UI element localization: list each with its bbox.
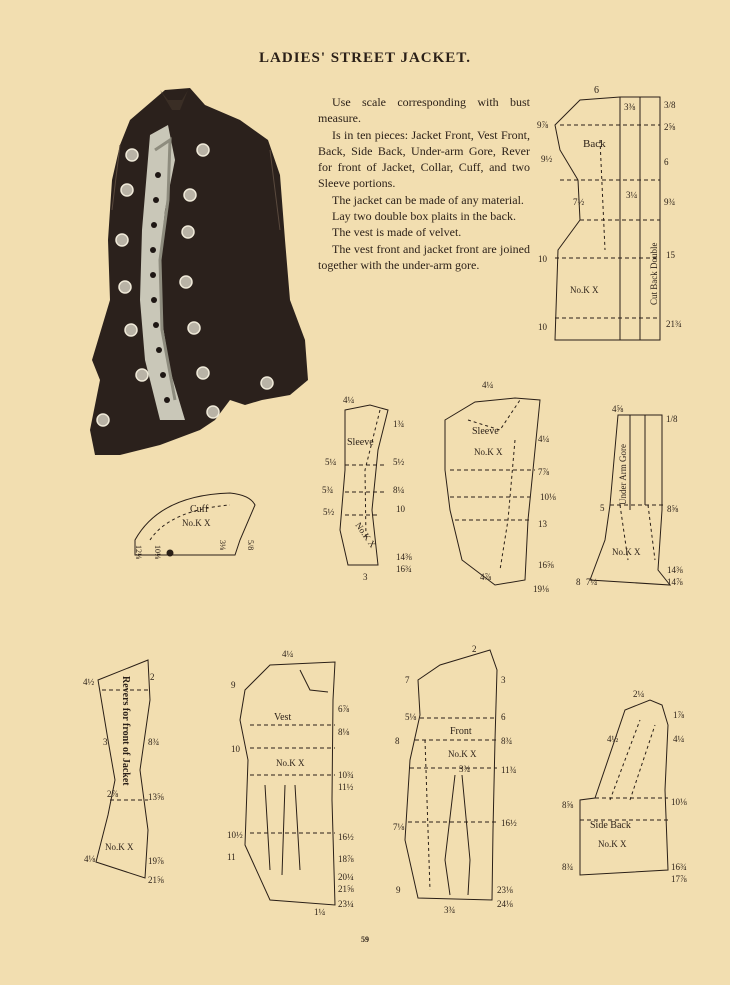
measure: 5½ [393, 457, 405, 467]
measure: 8 [576, 577, 581, 587]
measure: 15 [666, 250, 675, 260]
measure: 21¾ [666, 319, 682, 329]
sleeve-under-pattern: No.K X [474, 447, 503, 457]
measure: 8¾ [148, 737, 160, 747]
measure: 4⅛ [84, 854, 96, 864]
side-back-label: Side Back [590, 820, 631, 831]
side-back-pattern: No.K X [598, 839, 627, 849]
measure: 8¾ [501, 736, 513, 746]
measure: 10 [231, 744, 240, 754]
measure: 17⅞ [671, 874, 687, 884]
sleeve-under-label: Sleeve [472, 426, 499, 437]
page-number: 59 [361, 935, 369, 944]
vest-label: Vest [274, 712, 292, 723]
measure: 12⅛ [134, 545, 143, 559]
measure: 5⅛ [405, 712, 417, 722]
measure: 3⅜ [624, 102, 636, 112]
measure: 5¾ [322, 485, 334, 495]
measure: 4⅝ [612, 404, 624, 414]
measure: 8⅛ [338, 727, 350, 737]
measure: 24⅛ [497, 899, 513, 909]
measure: 8 [395, 736, 400, 746]
measure: 13⅝ [148, 792, 164, 802]
instruction-line: The jacket can be made of any material. [332, 192, 524, 207]
page-title: LADIES' STREET JACKET. [259, 50, 471, 66]
measure: 6 [501, 712, 506, 722]
underarm-gore-pattern: No.K X [612, 547, 641, 557]
measure: 21⅝ [148, 875, 164, 885]
measure: 11½ [338, 782, 354, 792]
measure: 10 [538, 322, 547, 332]
measure: 19⅛ [533, 584, 549, 594]
vest-pattern: No.K X [276, 758, 305, 768]
measure: 9 [231, 680, 236, 690]
front-pattern: No.K X [448, 749, 477, 759]
rever-pattern: No.K X [105, 842, 134, 852]
measure: 14⅜ [667, 565, 683, 575]
measure: 10⅛ [153, 545, 162, 559]
measure: 6 [594, 85, 599, 96]
measure: 5/8 [246, 540, 255, 551]
measure: 14⅜ [396, 552, 412, 562]
measure: 10¾ [338, 770, 354, 780]
measure: 16¾ [396, 564, 412, 574]
measure: 16⅝ [538, 560, 554, 570]
measure: 6⅞ [338, 704, 350, 714]
measure: 4¼ [343, 395, 355, 405]
measure: 13 [538, 519, 547, 529]
measure: 8¼ [393, 485, 405, 495]
instruction-line: Is in ten pieces: Jacket Front, Vest Front, Back, Side Back, Under-arm Gore, Rever for front of Jacket, Collar, Cuff, and two Sleeve portions. [318, 127, 530, 191]
measure: 3¾ [459, 764, 471, 774]
measure: 4¼ [482, 380, 494, 390]
measure: 3⅛ [218, 540, 227, 550]
back-piece [555, 97, 660, 340]
measure: 23¼ [338, 899, 354, 909]
measure: 9⅞ [537, 120, 549, 130]
measure: 1¾ [393, 419, 405, 429]
measure: 6 [664, 157, 669, 167]
measure: 4¼ [282, 649, 294, 659]
measure: 10½ [227, 830, 243, 840]
measure: 1/8 [666, 414, 678, 424]
measure: 16½ [501, 818, 517, 828]
measure: 4½ [607, 734, 619, 744]
measure: 3 [501, 675, 506, 685]
instruction-line: The vest is made of velvet. [332, 225, 462, 240]
sleeve-upper-pattern: No.K X [353, 520, 378, 550]
jacket-illustration [90, 88, 308, 455]
measure: 3¼ [626, 190, 638, 200]
measure: 4½ [83, 677, 95, 687]
front-piece [405, 650, 497, 900]
cuff-pattern: No.K X [182, 518, 211, 528]
measure: 1⅞ [673, 710, 685, 720]
measure: 3¾ [444, 905, 456, 915]
vest-piece [240, 662, 335, 905]
measure: 4¼ [673, 734, 685, 744]
measure: 16½ [338, 832, 354, 842]
measure: 5 [600, 503, 605, 513]
measure: 2 [150, 672, 155, 682]
measure: 5½ [323, 507, 335, 517]
instruction-line: Use scale corresponding with bust measure. [318, 95, 530, 126]
measure: 20¼ [338, 872, 354, 882]
measure: 14⅞ [667, 577, 683, 587]
measure: 7 [405, 675, 410, 685]
rever-label: Revers for front of Jacket [120, 676, 131, 786]
measure: 7¼ [586, 577, 598, 587]
measure: 1¼ [314, 907, 326, 917]
measure: 7⅞ [538, 467, 550, 477]
measure: 10 [538, 254, 547, 264]
measure: 8¾ [562, 862, 574, 872]
underarm-gore-piece [590, 415, 670, 585]
measure: 5¼ [325, 457, 337, 467]
measure: 8⅝ [562, 800, 574, 810]
measure: 10 [396, 504, 405, 514]
measure: 2⅝ [664, 122, 676, 132]
back-double-note: Cut Back Double [649, 242, 659, 305]
measure: 16¾ [671, 862, 687, 872]
instruction-line: The vest front and jacket front are joined together with the under-arm gore. [318, 241, 530, 272]
measure: 19⅞ [148, 856, 164, 866]
measure: 9¾ [664, 197, 676, 207]
measure: 4¼ [538, 434, 550, 444]
underarm-gore-label: Under Arm Gore [618, 444, 628, 505]
back-label: Back [583, 138, 606, 150]
back-pattern-label: No.K X [570, 285, 599, 295]
measure: 9 [396, 885, 401, 895]
measure: 4⅞ [480, 572, 492, 582]
measure: 21⅝ [338, 884, 354, 894]
measure: 3 [103, 737, 108, 747]
measure: 7½ [573, 197, 585, 207]
measure: 8⅝ [667, 504, 679, 514]
measure: 10⅛ [671, 797, 687, 807]
measure: 23⅛ [497, 885, 513, 895]
jacket-body-shape [90, 88, 308, 455]
measure: 3/8 [664, 100, 676, 110]
instruction-line: Lay two double box plaits in the back. [332, 209, 516, 224]
measure: 9½ [541, 154, 553, 164]
measure: 10⅛ [540, 492, 556, 502]
measure: 11 [227, 852, 236, 862]
measure: 11¾ [501, 765, 517, 775]
measure: 2 [472, 644, 477, 654]
front-label: Front [450, 726, 472, 737]
measure: 7⅛ [393, 822, 405, 832]
measure: 3 [363, 572, 368, 582]
sleeve-upper-label: Sleeve [347, 437, 374, 448]
measure: 18⅞ [338, 854, 354, 864]
measure: 2⅞ [107, 789, 119, 799]
measure: 2¼ [633, 689, 645, 699]
cuff-label: Cuff [190, 504, 209, 515]
